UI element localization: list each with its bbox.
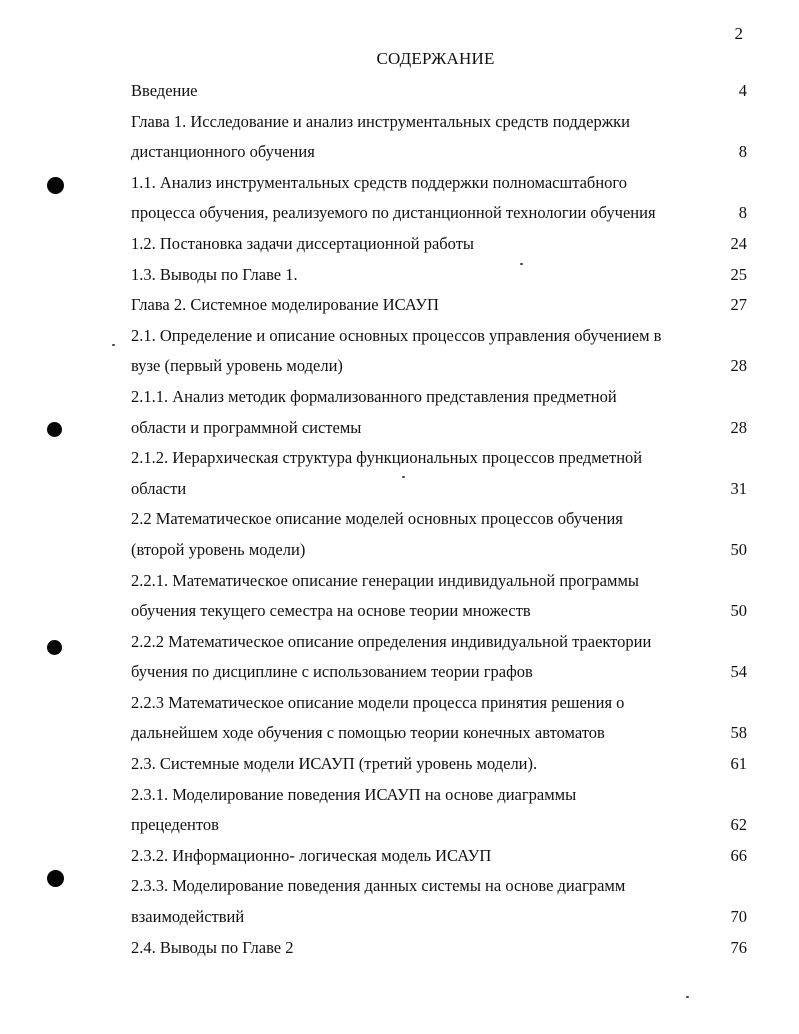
toc-entry-text: 1.2. Постановка задачи диссертационной работы: [131, 233, 474, 253]
toc-entry-page-number: 4: [738, 81, 747, 100]
scan-speck: [520, 263, 523, 265]
toc-entry-text: Введение: [131, 81, 198, 100]
toc-entry-text: 2.3.3. Моделирование поведения данных системы на основе диаграмм: [131, 876, 626, 896]
toc-entry-text: 2.4. Выводы по Главе 2: [131, 937, 294, 957]
toc-entry-line: [131, 474, 747, 505]
toc-entry-text: 2.2.3 Математическое описание модели процесса принятия решения о: [131, 692, 625, 712]
toc-entry-page-number: 31: [730, 478, 747, 498]
toc-entry-line: [131, 535, 747, 566]
toc-entry-page-number: 66: [730, 845, 747, 865]
toc-entry-line: [131, 902, 747, 933]
punch-hole-icon: [47, 640, 62, 655]
toc-entry-text: Глава 2. Системное моделирование ИСАУП: [131, 295, 439, 315]
scan-speck: [402, 476, 405, 478]
toc-entry-line: [131, 780, 747, 811]
toc-entry-line: [131, 137, 747, 168]
toc-entry-text: 2.3.2. Информационно- логическая модель ИСАУП: [131, 845, 492, 865]
toc-entry-line: [131, 718, 747, 749]
toc-entry-line: [131, 413, 747, 444]
toc-entry-page-number: 24: [730, 233, 747, 253]
toc-entry-line: [131, 260, 747, 291]
scan-speck: [112, 344, 115, 346]
toc-entry-line: [131, 871, 747, 902]
toc-entry-page-number: 61: [730, 754, 747, 774]
page-title: СОДЕРЖАНИЕ: [376, 49, 495, 68]
toc-entry-page-number: 28: [730, 417, 747, 437]
page-number: 2: [734, 24, 743, 43]
toc-entry-text: прецедентов: [131, 815, 219, 835]
toc-entry-page-number: 62: [730, 815, 747, 835]
toc-entry-line: [131, 321, 747, 352]
toc-entry-line: [131, 504, 747, 535]
toc-entry-text: взаимодействий: [131, 907, 245, 927]
scan-speck: [686, 996, 689, 998]
toc-entry-line: [131, 290, 747, 321]
toc-entry-line: [131, 198, 747, 229]
toc-entry-text: 2.1.1. Анализ методик формализованного представления предметной: [131, 386, 617, 406]
toc-entry-page-number: 58: [730, 723, 747, 743]
toc-entry-page-number: 70: [730, 907, 747, 927]
toc-entry-text: Глава 1. Исследование и анализ инструментальных средств поддержки: [131, 111, 630, 131]
toc-entry-line: [131, 810, 747, 841]
toc-entry-line: [131, 76, 747, 107]
toc-entry-line: [131, 933, 747, 964]
toc-entry-text: процесса обучения, реализуемого по дистанционной технологии обучения: [131, 203, 656, 223]
toc-entry-line: [131, 688, 747, 719]
toc-entry-line: [131, 382, 747, 413]
toc-entry-line: [131, 229, 747, 260]
toc-entry-line: [131, 351, 747, 382]
toc-entry-page-number: 8: [738, 142, 747, 162]
toc-entry-text: 2.2.2 Математическое описание определения индивидуальной траектории: [131, 631, 652, 651]
toc-entry-text: 2.1.2. Иерархическая структура функциональных процессов предметной: [131, 448, 643, 468]
toc-entry-page-number: 8: [738, 203, 747, 223]
toc-entry-text: (второй уровень модели): [131, 539, 306, 559]
toc-entry-text: 2.3. Системные модели ИСАУП (третий уровень модели).: [131, 754, 538, 774]
toc-entry-page-number: 50: [730, 601, 747, 621]
toc-entry-line: [131, 841, 747, 872]
toc-entry-line: [131, 657, 747, 688]
toc-entry-text: области и программной системы: [131, 417, 362, 437]
punch-hole-icon: [47, 870, 64, 887]
toc-entry-line: [131, 107, 747, 138]
toc-entry-page-number: 28: [730, 356, 747, 376]
toc-entry-text: области: [131, 478, 187, 498]
table-of-contents: [131, 76, 747, 963]
toc-entry-text: 2.3.1. Моделирование поведения ИСАУП на основе диаграммы: [131, 784, 577, 804]
toc-entry-line: [131, 627, 747, 658]
toc-entry-text: дальнейшем ходе обучения с помощью теории конечных автоматов: [131, 723, 605, 743]
punch-hole-icon: [47, 177, 64, 194]
toc-entry-page-number: 50: [730, 539, 747, 559]
toc-entry-line: [131, 566, 747, 597]
toc-entry-page-number: 76: [730, 937, 747, 957]
toc-entry-page-number: 25: [730, 264, 747, 284]
punch-hole-icon: [47, 422, 62, 437]
toc-entry-text: 2.2 Математическое описание моделей основных процессов обучения: [131, 509, 623, 529]
toc-entry-text: вузе (первый уровень модели): [131, 356, 343, 376]
toc-entry-text: дистанционного обучения: [131, 142, 315, 162]
toc-entry-page-number: 54: [730, 662, 747, 682]
toc-entry-text: обучения текущего семестра на основе теории множеств: [131, 601, 531, 621]
toc-entry-text: 1.1. Анализ инструментальных средств поддержки полномасштабного: [131, 172, 628, 192]
toc-entry-line: [131, 168, 747, 199]
toc-entry-text: 2.1. Определение и описание основных процессов управления обучением в: [131, 325, 662, 345]
toc-entry-line: [131, 443, 747, 474]
toc-entry-text: 1.3. Выводы по Главе 1.: [131, 264, 298, 284]
toc-entry-line: [131, 749, 747, 780]
toc-entry-text: бучения по дисциплине с использованием теории графов: [131, 662, 533, 682]
toc-entry-text: 2.2.1. Математическое описание генерации индивидуальной программы: [131, 570, 639, 590]
toc-entry-line: [131, 596, 747, 627]
toc-entry-page-number: 27: [730, 295, 747, 315]
